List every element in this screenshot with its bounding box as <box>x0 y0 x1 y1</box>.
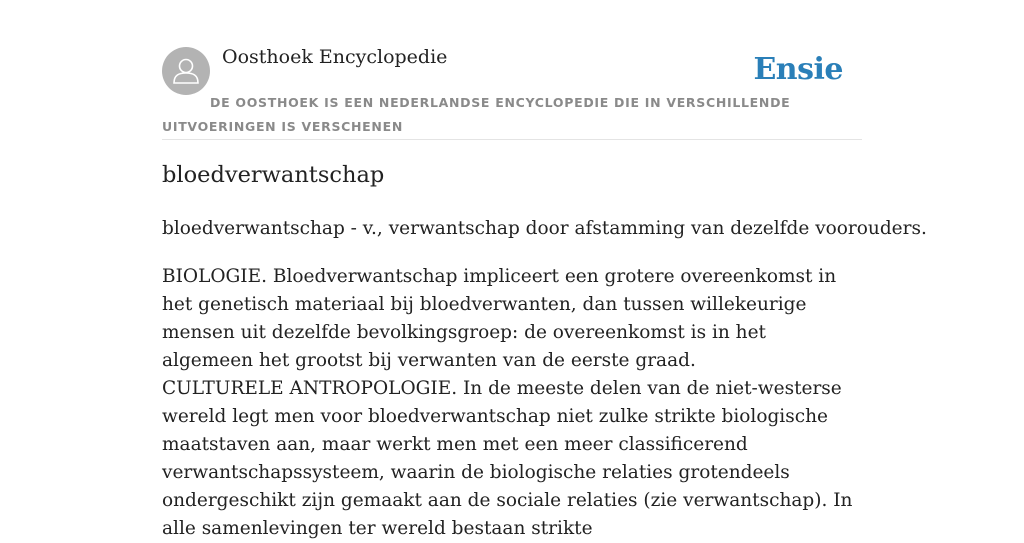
article-paragraph: CULTURELE ANTROPOLOGIE. In de meeste delen van de niet-westerse wereld legt men voor bloedverwantschap niet zulke strikte biologische maatstaven aan, maar werkt men met een meer classificerend verwantschapssysteem, waarin de biologische relaties grotendeels ondergeschikt zijn gemaakt aan de sociale relaties (zie verwantschap). In alle samenlevingen ter wereld bestaan strikte <box>162 378 853 539</box>
article-paragraph: BIOLOGIE. Bloedverwantschap impliceert een grotere overeenkomst in het genetisch materiaal bij bloedverwanten, dan tussen willekeurige mensen uit dezelfde bevolkingsgroep: de overeenkomst is in het algemeen het grootst bij verwanten van de eerste graad. <box>162 266 837 371</box>
publication-name[interactable]: Oosthoek Encyclopedie <box>222 46 448 68</box>
article-body <box>162 263 862 543</box>
publication-header <box>162 0 862 140</box>
brand-logo[interactable]: Ensie <box>753 52 843 87</box>
page <box>162 0 927 539</box>
publication-description: DE OOSTHOEK IS EEN NEDERLANDSE ENCYCLOPEDIE DIE IN VERSCHILLENDE UITVOERINGEN IS VERSCHENEN <box>162 95 791 134</box>
user-silhouette-icon <box>162 47 210 95</box>
article-title: bloedverwantschap <box>162 162 385 188</box>
article-lead: bloedverwantschap - v., verwantschap door afstamming van dezelfde voorouders. <box>162 218 927 239</box>
publication-avatar[interactable] <box>162 47 210 95</box>
